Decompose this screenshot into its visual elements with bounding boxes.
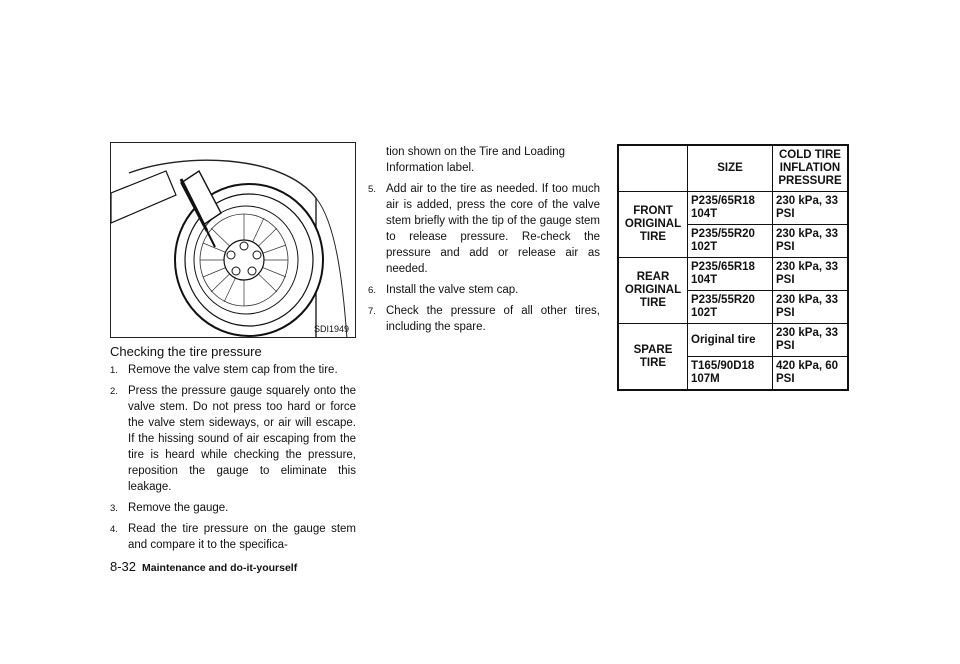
page-number: 8-32 [110,559,137,574]
tire-gauge-illustration [110,142,356,338]
tire-pressure-cell: 230 kPa, 33 PSI [773,225,849,258]
step-item: 4. Read the tire pressure on the gauge stem and compare it to the specifica- [110,523,356,551]
left-column [110,343,356,558]
figure-code: SDI1949 [313,324,349,334]
table-row [618,258,848,291]
table-row [618,192,848,225]
table-header-cell: COLD TIRE INFLATION PRESSURE [773,145,849,192]
tire-size-cell: P235/55R20 102T [688,225,773,258]
tire-group-label: REAR ORIGINAL TIRE [618,258,688,324]
tire-size-cell: Original tire [688,324,773,357]
step4-continued: tion shown on the Tire and Loading Information label. [386,146,566,174]
footer-section-title: Maintenance and do-it-yourself [142,562,298,574]
table-row [618,324,848,357]
tire-size-cell: T165/90D18 107M [688,357,773,391]
tire-pressure-cell: 230 kPa, 33 PSI [773,291,849,324]
tire-pressure-cell: 420 kPa, 60 PSI [773,357,849,391]
tire-size-cell: P235/55R20 102T [688,291,773,324]
tire-pressure-cell: 230 kPa, 33 PSI [773,192,849,225]
tire-size-cell: P235/65R18 104T [688,258,773,291]
step-item: 5. Add air to the tire as needed. If too much air is added, press the core of the valve stem briefly with the tip of the gauge stem to release pressure. Re-check the pressure and add or release air as needed. [368,183,600,275]
page-footer [110,559,297,574]
tire-pressure-cell: 230 kPa, 33 PSI [773,258,849,291]
table-header-cell: SIZE [688,145,773,192]
steps-list-left [110,362,356,553]
table-header-row [618,145,848,192]
step-item: 6. Install the valve stem cap. [368,284,519,296]
tire-group-label: SPARE TIRE [618,324,688,391]
step-item: 2. Press the pressure gauge squarely onto the valve stem. Do not press too hard or force the valve stem sideways, or air will escape. If the hissing sound of air escaping from the tire is heard while checking the pressure, reposition the gauge to eliminate this leakage. [110,385,356,493]
tire-pressure-table [617,144,849,391]
tire-group-label: FRONT ORIGINAL TIRE [618,192,688,258]
tire-size-cell: P235/65R18 104T [688,192,773,225]
table-header-cell [618,145,688,192]
wheel-drawing [111,143,356,338]
section-title: Checking the tire pressure [110,344,262,359]
step-item: 1. Remove the valve stem cap from the tire. [110,364,338,376]
steps-list-right [368,181,600,335]
step-item: 7. Check the pressure of all other tires, including the spare. [368,305,600,333]
step-item: 3. Remove the gauge. [110,502,229,514]
middle-column [368,144,600,340]
tire-pressure-cell: 230 kPa, 33 PSI [773,324,849,357]
